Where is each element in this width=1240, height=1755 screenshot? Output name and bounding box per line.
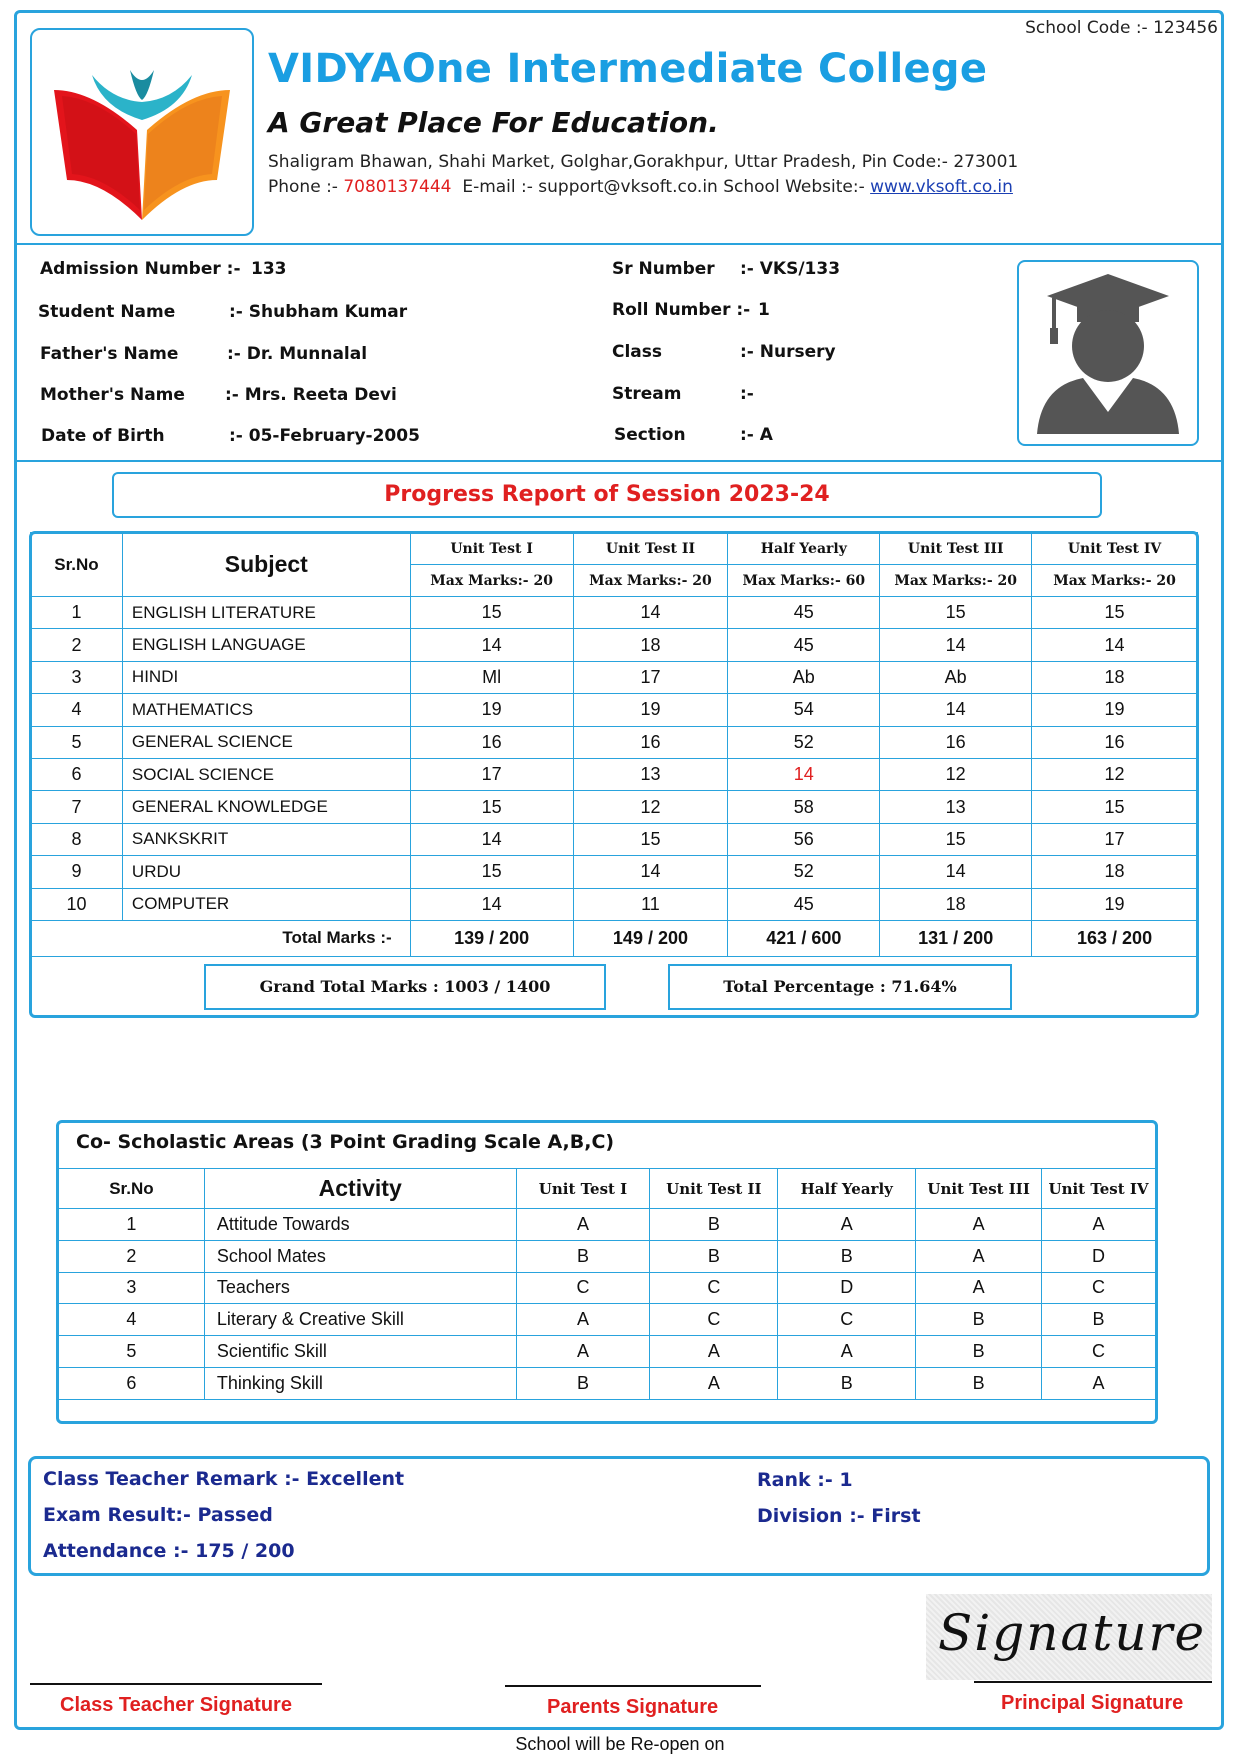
school-name: VIDYAOne Intermediate College bbox=[268, 46, 988, 92]
dob-label: Date of Birth bbox=[41, 426, 165, 446]
activity-cell: Teachers bbox=[204, 1272, 516, 1304]
mark-cell: 17 bbox=[1032, 823, 1198, 855]
mark-cell: 58 bbox=[728, 791, 880, 823]
mark-cell: 14 bbox=[410, 823, 573, 855]
mark-cell: 15 bbox=[880, 597, 1032, 629]
activity-cell: Thinking Skill bbox=[204, 1367, 516, 1399]
total-marks-cell: 139 / 200 bbox=[410, 920, 573, 956]
student-name-value: :- Shubham Kumar bbox=[229, 302, 408, 322]
mark-cell: 17 bbox=[573, 661, 728, 693]
grade-cell: B bbox=[650, 1209, 778, 1241]
roll-number-value: 1 bbox=[758, 300, 770, 320]
mark-cell: 14 bbox=[410, 629, 573, 661]
grade-cell: B bbox=[778, 1367, 916, 1399]
mark-cell: 14 bbox=[410, 888, 573, 920]
mark-cell: 19 bbox=[1032, 888, 1198, 920]
mark-cell: 15 bbox=[410, 791, 573, 823]
subject-cell: URDU bbox=[122, 856, 410, 888]
sr-cell: 5 bbox=[59, 1336, 205, 1368]
report-title: Progress Report of Session 2023-24 bbox=[384, 482, 830, 507]
mother-name-label: Mother's Name bbox=[40, 385, 185, 405]
activity-cell: Scientific Skill bbox=[204, 1336, 516, 1368]
marks-table bbox=[30, 532, 1198, 957]
mark-cell: 18 bbox=[1032, 856, 1198, 888]
mark-cell: 14 bbox=[573, 597, 728, 629]
grade-cell: B bbox=[650, 1240, 778, 1272]
total-marks-cell: 149 / 200 bbox=[573, 920, 728, 956]
grade-cell: A bbox=[516, 1304, 650, 1336]
mark-cell: 18 bbox=[880, 888, 1032, 920]
school-address: Shaligram Bhawan, Shahi Market, Golghar,Gorakhpur, Uttar Pradesh, Pin Code:- 273001 bbox=[268, 152, 1019, 172]
col-header-exam: Half Yearly bbox=[728, 533, 880, 565]
mark-cell: 14 bbox=[880, 856, 1032, 888]
sr-cell: 7 bbox=[31, 791, 123, 823]
subject-cell: SANKSKRIT bbox=[122, 823, 410, 855]
grade-cell: B bbox=[516, 1367, 650, 1399]
mark-cell: 14 bbox=[573, 856, 728, 888]
mark-cell: 14 bbox=[880, 694, 1032, 726]
principal-signature-line bbox=[974, 1681, 1212, 1683]
mark-cell: Ml bbox=[410, 661, 573, 693]
col-header-max-marks: Max Marks:- 60 bbox=[728, 565, 880, 597]
sr-cell: 3 bbox=[59, 1272, 205, 1304]
col-header-sr: Sr.No bbox=[31, 533, 123, 597]
sr-cell: 2 bbox=[59, 1240, 205, 1272]
subject-cell: ENGLISH LITERATURE bbox=[122, 597, 410, 629]
mark-cell: 16 bbox=[1032, 726, 1198, 758]
table-row bbox=[31, 661, 1198, 693]
mark-cell: Ab bbox=[728, 661, 880, 693]
col-header-max-marks: Max Marks:- 20 bbox=[880, 565, 1032, 597]
cs-header-exam: Unit Test I bbox=[516, 1169, 650, 1209]
grade-cell: B bbox=[916, 1367, 1042, 1399]
mark-cell: 11 bbox=[573, 888, 728, 920]
mark-cell: 16 bbox=[410, 726, 573, 758]
grade-cell: D bbox=[1042, 1240, 1156, 1272]
mark-cell: 14 bbox=[880, 629, 1032, 661]
student-photo bbox=[1017, 260, 1199, 446]
total-marks-cell: 163 / 200 bbox=[1032, 920, 1198, 956]
info-divider bbox=[16, 460, 1222, 462]
father-name-label: Father's Name bbox=[40, 344, 179, 364]
phone-number: 7080137444 bbox=[343, 177, 452, 197]
grade-cell: A bbox=[516, 1209, 650, 1241]
section-value: :- A bbox=[740, 425, 773, 445]
co-scholastic-table bbox=[58, 1168, 1156, 1400]
table-row bbox=[31, 597, 1198, 629]
col-header-exam: Unit Test IV bbox=[1032, 533, 1198, 565]
mark-cell: 14 bbox=[728, 758, 880, 790]
subject-cell: GENERAL SCIENCE bbox=[122, 726, 410, 758]
mark-cell: 16 bbox=[573, 726, 728, 758]
grade-cell: A bbox=[778, 1336, 916, 1368]
grade-cell: A bbox=[650, 1367, 778, 1399]
mark-cell: 18 bbox=[1032, 661, 1198, 693]
subject-cell: GENERAL KNOWLEDGE bbox=[122, 791, 410, 823]
rank: Rank :- 1 bbox=[757, 1469, 853, 1491]
website-link[interactable]: www.vksoft.co.in bbox=[870, 177, 1013, 197]
grade-cell: B bbox=[916, 1336, 1042, 1368]
grade-cell: B bbox=[1042, 1304, 1156, 1336]
table-row bbox=[31, 758, 1198, 790]
sr-cell: 1 bbox=[59, 1209, 205, 1241]
co-scholastic-title: Co- Scholastic Areas (3 Point Grading Scale A,B,C) bbox=[76, 1131, 615, 1153]
stream-label: Stream bbox=[612, 384, 682, 404]
grade-cell: C bbox=[650, 1272, 778, 1304]
mark-cell: 15 bbox=[410, 856, 573, 888]
mark-cell: 54 bbox=[728, 694, 880, 726]
reopen-note: School will be Re-open on bbox=[515, 1734, 725, 1754]
grade-cell: C bbox=[1042, 1336, 1156, 1368]
activity-cell: Literary & Creative Skill bbox=[204, 1304, 516, 1336]
sr-cell: 4 bbox=[31, 694, 123, 726]
mark-cell: 18 bbox=[573, 629, 728, 661]
open-book-logo-icon bbox=[32, 30, 252, 234]
cs-header-exam: Unit Test IV bbox=[1042, 1169, 1156, 1209]
mark-cell: 14 bbox=[1032, 629, 1198, 661]
grade-cell: A bbox=[778, 1209, 916, 1241]
cs-header-exam: Unit Test II bbox=[650, 1169, 778, 1209]
grade-cell: A bbox=[916, 1240, 1042, 1272]
col-header-exam: Unit Test I bbox=[410, 533, 573, 565]
principal-signature-image bbox=[926, 1594, 1212, 1680]
sr-cell: 9 bbox=[31, 856, 123, 888]
dob-value: :- 05-February-2005 bbox=[229, 426, 420, 446]
mark-cell: 12 bbox=[880, 758, 1032, 790]
subject-cell: COMPUTER bbox=[122, 888, 410, 920]
total-percentage-box: Total Percentage : 71.64% bbox=[668, 964, 1012, 1010]
mark-cell: 15 bbox=[1032, 597, 1198, 629]
table-row bbox=[59, 1304, 1156, 1336]
mark-cell: 12 bbox=[573, 791, 728, 823]
report-title-box bbox=[112, 472, 1102, 518]
stream-value: :- bbox=[740, 384, 754, 404]
class-teacher-signature-line bbox=[30, 1683, 322, 1685]
grade-cell: C bbox=[516, 1272, 650, 1304]
mark-cell: 15 bbox=[573, 823, 728, 855]
total-marks-cell: 421 / 600 bbox=[728, 920, 880, 956]
roll-number-label: Roll Number :- bbox=[612, 300, 751, 320]
table-row bbox=[31, 888, 1198, 920]
mark-cell: 45 bbox=[728, 597, 880, 629]
attendance: Attendance :- 175 / 200 bbox=[43, 1540, 295, 1562]
signature-script: Signature bbox=[938, 1604, 1207, 1662]
class-teacher-signature-label: Class Teacher Signature bbox=[60, 1694, 292, 1716]
sr-number-label: Sr Number bbox=[612, 259, 715, 279]
grade-cell: A bbox=[916, 1209, 1042, 1241]
grade-cell: D bbox=[778, 1272, 916, 1304]
sr-cell: 10 bbox=[31, 888, 123, 920]
admission-label: Admission Number :- bbox=[40, 259, 241, 279]
grade-cell: B bbox=[916, 1304, 1042, 1336]
grade-cell: C bbox=[1042, 1272, 1156, 1304]
school-code: School Code :- 123456 bbox=[1025, 18, 1218, 38]
mark-cell: 15 bbox=[410, 597, 573, 629]
mark-cell: 16 bbox=[880, 726, 1032, 758]
subject-cell: SOCIAL SCIENCE bbox=[122, 758, 410, 790]
total-marks-cell: 131 / 200 bbox=[880, 920, 1032, 956]
mark-cell: 15 bbox=[1032, 791, 1198, 823]
activity-cell: School Mates bbox=[204, 1240, 516, 1272]
table-row bbox=[31, 694, 1198, 726]
col-header-exam: Unit Test II bbox=[573, 533, 728, 565]
table-row bbox=[59, 1240, 1156, 1272]
mark-cell: 52 bbox=[728, 726, 880, 758]
teacher-remark: Class Teacher Remark :- Excellent bbox=[43, 1468, 405, 1490]
student-name-label: Student Name bbox=[38, 302, 176, 322]
mark-cell: Ab bbox=[880, 661, 1032, 693]
grand-total-box: Grand Total Marks : 1003 / 1400 bbox=[204, 964, 606, 1010]
mark-cell: 19 bbox=[573, 694, 728, 726]
cs-header-activity: Activity bbox=[204, 1169, 516, 1209]
mark-cell: 12 bbox=[1032, 758, 1198, 790]
mark-cell: 13 bbox=[880, 791, 1032, 823]
mark-cell: 45 bbox=[728, 629, 880, 661]
cs-header-sr: Sr.No bbox=[59, 1169, 205, 1209]
school-tagline: A Great Place For Education. bbox=[268, 106, 719, 139]
sr-cell: 6 bbox=[31, 758, 123, 790]
table-row bbox=[59, 1209, 1156, 1241]
sr-cell: 2 bbox=[31, 629, 123, 661]
grade-cell: A bbox=[1042, 1209, 1156, 1241]
grade-cell: A bbox=[650, 1336, 778, 1368]
grade-cell: B bbox=[516, 1240, 650, 1272]
total-marks-label: Total Marks :- bbox=[31, 920, 411, 956]
grade-cell: A bbox=[916, 1272, 1042, 1304]
mother-name-value: :- Mrs. Reeta Devi bbox=[225, 385, 397, 405]
class-label: Class bbox=[612, 342, 663, 362]
subject-cell: ENGLISH LANGUAGE bbox=[122, 629, 410, 661]
grade-cell: B bbox=[778, 1240, 916, 1272]
activity-cell: Attitude Towards bbox=[204, 1209, 516, 1241]
class-value: :- Nursery bbox=[740, 342, 836, 362]
school-logo bbox=[30, 28, 254, 236]
table-row bbox=[31, 629, 1198, 661]
table-row bbox=[31, 726, 1198, 758]
exam-result: Exam Result:- Passed bbox=[43, 1504, 273, 1526]
sr-cell: 3 bbox=[31, 661, 123, 693]
father-name-value: :- Dr. Munnalal bbox=[227, 344, 368, 364]
graduate-avatar-icon bbox=[1019, 262, 1197, 444]
email-text: E-mail :- support@vksoft.co.in School Website:- bbox=[451, 177, 871, 197]
col-header-subject: Subject bbox=[122, 533, 410, 597]
section-label: Section bbox=[614, 425, 686, 445]
school-contact bbox=[268, 177, 1013, 197]
principal-signature-label: Principal Signature bbox=[1001, 1692, 1184, 1714]
col-header-exam: Unit Test III bbox=[880, 533, 1032, 565]
mark-cell: 17 bbox=[410, 758, 573, 790]
sr-cell: 4 bbox=[59, 1304, 205, 1336]
table-row bbox=[59, 1336, 1156, 1368]
mark-cell: 45 bbox=[728, 888, 880, 920]
sr-cell: 5 bbox=[31, 726, 123, 758]
table-row bbox=[31, 856, 1198, 888]
grade-cell: A bbox=[516, 1336, 650, 1368]
subject-cell: HINDI bbox=[122, 661, 410, 693]
table-row bbox=[31, 823, 1198, 855]
table-row bbox=[31, 791, 1198, 823]
parents-signature-label: Parents Signature bbox=[547, 1696, 719, 1718]
sr-cell: 1 bbox=[31, 597, 123, 629]
mark-cell: 19 bbox=[1032, 694, 1198, 726]
admission-value: 133 bbox=[251, 259, 287, 279]
grade-cell: C bbox=[778, 1304, 916, 1336]
sr-cell: 6 bbox=[59, 1367, 205, 1399]
cs-header-exam: Half Yearly bbox=[778, 1169, 916, 1209]
parents-signature-line bbox=[505, 1685, 761, 1687]
mark-cell: 52 bbox=[728, 856, 880, 888]
division: Division :- First bbox=[757, 1505, 921, 1527]
header-divider bbox=[16, 243, 1222, 245]
sr-number-value: :- VKS/133 bbox=[740, 259, 841, 279]
phone-label: Phone :- bbox=[268, 177, 344, 197]
mark-cell: 19 bbox=[410, 694, 573, 726]
cs-header-exam: Unit Test III bbox=[916, 1169, 1042, 1209]
table-row bbox=[59, 1367, 1156, 1399]
grade-cell: C bbox=[650, 1304, 778, 1336]
mark-cell: 15 bbox=[880, 823, 1032, 855]
mark-cell: 56 bbox=[728, 823, 880, 855]
sr-cell: 8 bbox=[31, 823, 123, 855]
grade-cell: A bbox=[1042, 1367, 1156, 1399]
col-header-max-marks: Max Marks:- 20 bbox=[573, 565, 728, 597]
subject-cell: MATHEMATICS bbox=[122, 694, 410, 726]
table-row bbox=[59, 1272, 1156, 1304]
mark-cell: 13 bbox=[573, 758, 728, 790]
col-header-max-marks: Max Marks:- 20 bbox=[410, 565, 573, 597]
col-header-max-marks: Max Marks:- 20 bbox=[1032, 565, 1198, 597]
